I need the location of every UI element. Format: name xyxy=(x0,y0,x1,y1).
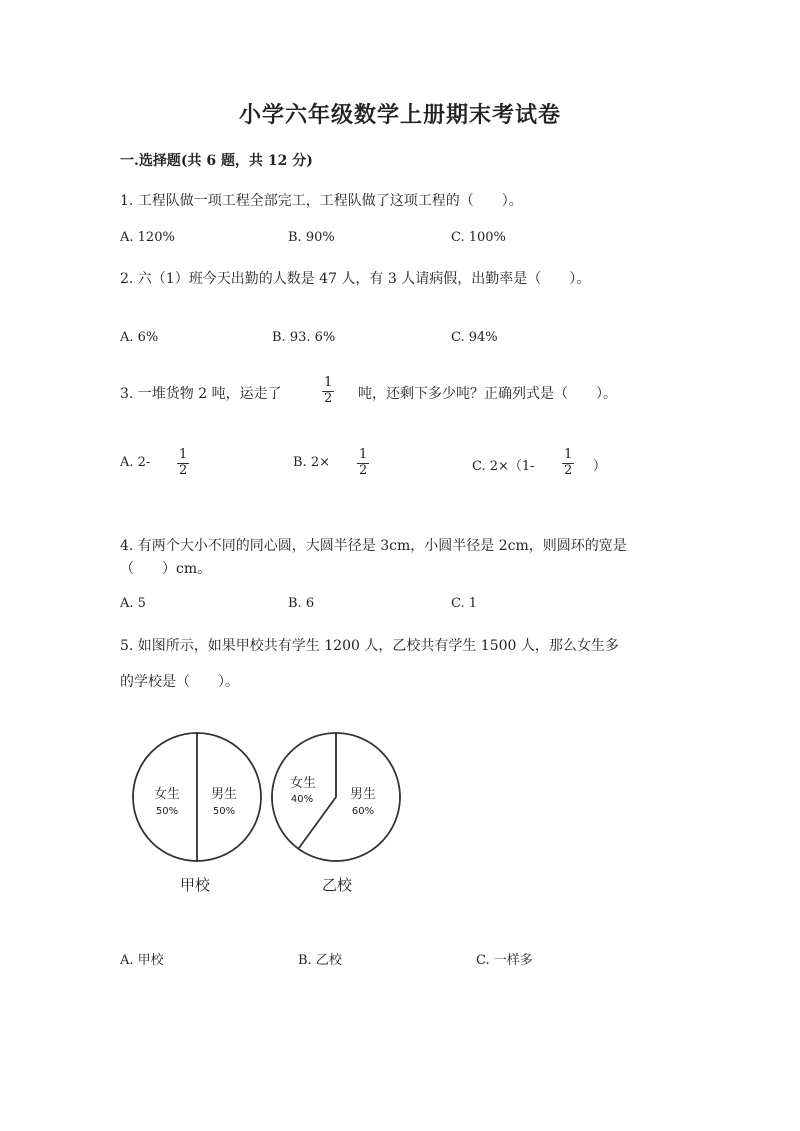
pie-value-girls: 50% xyxy=(155,806,179,817)
pie-value-girls: 40% xyxy=(290,794,314,805)
q3-option-c-close: ） xyxy=(593,459,607,474)
pie-label-boys: 男生 xyxy=(210,787,238,802)
q4-option-c[interactable]: C. 1 xyxy=(451,596,478,611)
question-3-part1: 3. 一堆货物 2 吨，运走了 xyxy=(120,386,282,402)
q2-option-b[interactable]: B. 93. 6% xyxy=(272,330,336,345)
fraction-numerator: 1 xyxy=(179,447,188,462)
pie-label-girls: 女生 xyxy=(153,787,181,802)
q1-option-a[interactable]: A. 120% xyxy=(120,230,175,245)
pie-title: 甲校 xyxy=(179,876,211,894)
question-4-line2: （ ）cm。 xyxy=(120,561,212,577)
pie-label-girls: 女生 xyxy=(289,776,317,791)
fraction-numerator: 1 xyxy=(359,447,368,462)
fraction-denominator: 2 xyxy=(359,462,368,478)
q1-option-b[interactable]: B. 90% xyxy=(288,230,335,245)
q4-option-a[interactable]: A. 5 xyxy=(120,596,146,611)
q3-fraction xyxy=(322,376,334,407)
pie-value-boys: 60% xyxy=(351,806,375,817)
q3-option-b[interactable]: B. 2× xyxy=(293,455,330,470)
q4-option-b[interactable]: B. 6 xyxy=(288,596,315,611)
q3-option-c[interactable]: C. 2×（1- xyxy=(472,459,535,474)
pie-charts-figure xyxy=(120,720,420,905)
pie-chart-yixiao xyxy=(272,733,400,894)
q3-option-a-fraction xyxy=(177,448,189,479)
question-4-line1: 4. 有两个大小不同的同心圆，大圆半径是 3cm，小圆半径是 2cm，则圆环的宽是 xyxy=(120,538,627,554)
q3-option-c-fraction xyxy=(562,448,574,479)
page-title: 小学六年级数学上册期末考试卷 xyxy=(238,102,561,128)
q5-option-c[interactable]: C. 一样多 xyxy=(476,953,533,968)
q1-option-c[interactable]: C. 100% xyxy=(451,230,506,245)
q2-option-c[interactable]: C. 94% xyxy=(451,330,498,345)
question-3-part2: 吨，还剩下多少吨？正确列式是（ ）。 xyxy=(358,386,617,402)
question-1: 1. 工程队做一项工程全部完工，工程队做了这项工程的（ ）。 xyxy=(120,193,523,209)
q2-option-a[interactable]: A. 6% xyxy=(120,330,159,345)
pie-chart-jiaxiao xyxy=(133,733,261,894)
fraction-denominator: 2 xyxy=(564,462,573,478)
fraction-numerator: 1 xyxy=(324,375,333,390)
pie-label-boys: 男生 xyxy=(349,787,377,802)
question-5-line1: 5. 如图所示，如果甲校共有学生 1200 人，乙校共有学生 1500 人，那么女生多 xyxy=(120,638,619,654)
fraction-denominator: 2 xyxy=(179,462,188,478)
q5-option-b[interactable]: B. 乙校 xyxy=(298,953,342,968)
q5-option-a[interactable]: A. 甲校 xyxy=(120,953,164,968)
question-5-line2: 的学校是（ ）。 xyxy=(120,674,239,690)
q3-option-b-fraction xyxy=(357,448,369,479)
pie-title: 乙校 xyxy=(321,876,353,894)
fraction-denominator: 2 xyxy=(324,390,333,406)
fraction-numerator: 1 xyxy=(564,447,573,462)
section-heading: 一.选择题(共 6 题，共 12 分) xyxy=(120,153,313,169)
q3-option-a[interactable]: A. 2- xyxy=(120,455,151,470)
question-2: 2. 六（1）班今天出勤的人数是 47 人，有 3 人请病假，出勤率是（ ）。 xyxy=(120,271,591,287)
pie-value-boys: 50% xyxy=(212,806,236,817)
